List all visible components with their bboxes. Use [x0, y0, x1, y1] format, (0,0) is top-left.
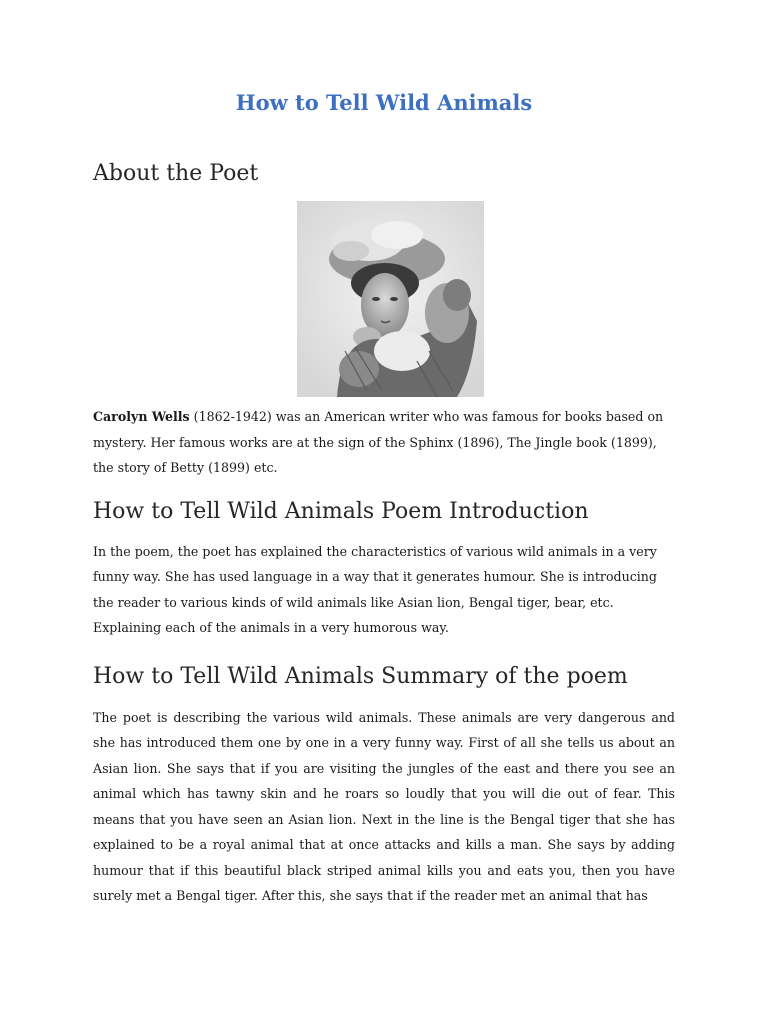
about-poet-heading: About the Poet: [93, 161, 259, 186]
bio-paragraph: [93, 404, 675, 481]
summary-heading: How to Tell Wild Animals Summary of the poem: [93, 663, 628, 689]
poet-name: Carolyn Wells: [93, 409, 190, 424]
introduction-paragraph: In the poem, the poet has explained the characteristics of various wild animals in a very funny way. She has used language in a way that it generates humour. She is introducing the reader to various kinds of wild animals like Asian lion, Bengal tiger, bear, etc. Explaining each of the animals in a very humorous way.: [93, 543, 657, 635]
summary-paragraph: The poet is describing the various wild animals. These animals are very dangerous and she has introduced them one by one in a very funny way. First of all she tells us about an Asian lion. She says that if you are visiting the jungles of the east and there you see an animal which has tawny skin and he roars so loudly that you will die out of fear. This means that you have seen an Asian lion. Next in the line is the Bengal tiger that she has explained to be a royal animal that at once attacks and kills a man. She says by adding humour that if this beautiful black striped animal kills you and eats you, then you have surely met a Bengal tiger. After this, she says that if the reader met an animal that has: [93, 709, 675, 903]
portrait-container: [105, 201, 675, 397]
poet-portrait-image: [297, 201, 484, 397]
document-title: How to Tell Wild Animals: [235, 90, 533, 115]
bio-text: (1862-1942) was an American writer who was famous for books based on mystery. Her famous works are at the sign of the Sphinx (1896), The Jingle book (1899), the story of Betty (1899) etc.: [93, 409, 664, 475]
introduction-heading: How to Tell Wild Animals Poem Introduction: [93, 498, 589, 524]
